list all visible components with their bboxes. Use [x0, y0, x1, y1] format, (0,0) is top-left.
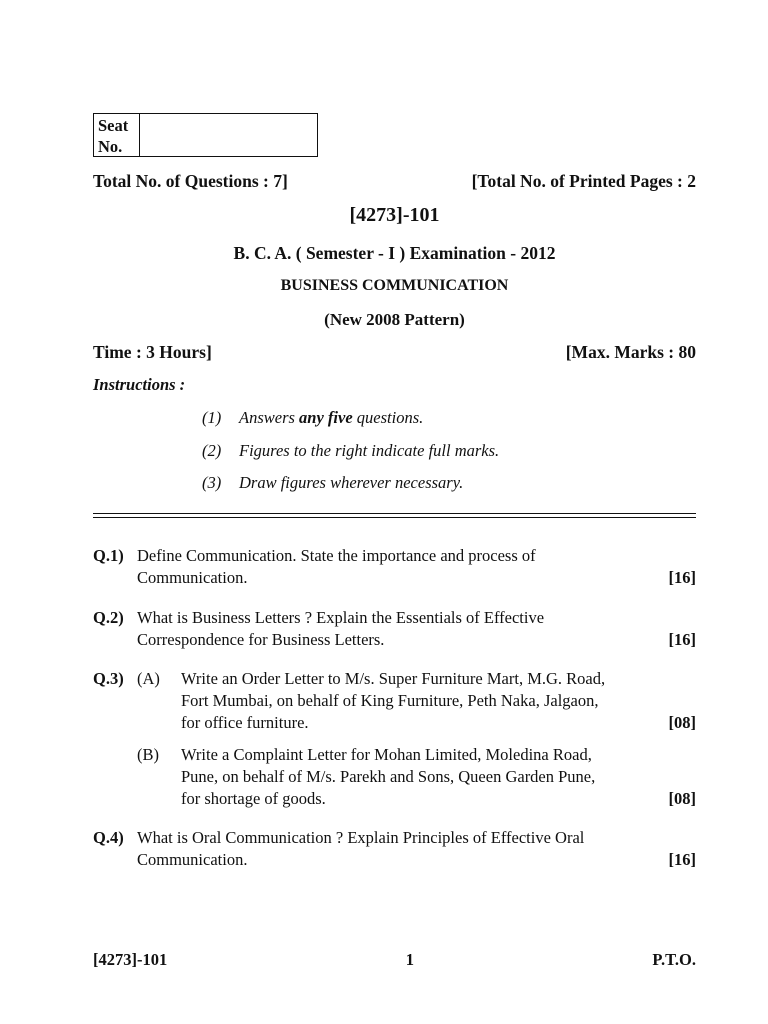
subpart-a-line1: Write an Order Letter to M/s. Super Furniture Mart, M.G. Road,	[181, 669, 606, 688]
seat-number-box	[93, 113, 318, 157]
footer-paper-code: [4273]-101	[93, 950, 168, 969]
page-number: 1	[405, 950, 414, 969]
time-limit: Time : 3 Hours]	[93, 342, 212, 362]
paper-code: [4273]-101	[349, 204, 440, 226]
max-marks: [Max. Marks : 80	[565, 342, 696, 362]
question-number: Q.2)	[93, 608, 124, 627]
pto-note: P.T.O.	[652, 950, 696, 969]
subpart-label-a: (A)	[137, 669, 160, 688]
instruction-number: (3)	[202, 473, 222, 492]
question-3	[93, 668, 696, 810]
subject-title: BUSINESS COMMUNICATION	[280, 277, 509, 294]
divider-rule-bottom	[93, 517, 696, 518]
question-marks: [16]	[668, 630, 696, 649]
question-text-line1: What is Business Letters ? Explain the Essentials of Effective	[137, 608, 545, 627]
divider-rule-top	[93, 513, 696, 514]
instruction-number: (2)	[202, 441, 222, 460]
seat-label-line2: No.	[98, 137, 123, 156]
instruction-text: Answers	[239, 408, 300, 427]
seat-label-line1: Seat	[98, 116, 129, 135]
page-footer	[93, 950, 696, 970]
instruction-text-end: questions.	[352, 408, 424, 427]
subpart-b-marks: [08]	[668, 789, 696, 808]
question-text-line1: What is Oral Communication ? Explain Principles of Effective Oral	[137, 828, 585, 847]
instruction-number: (1)	[202, 408, 222, 427]
subpart-b-line2: Pune, on behalf of M/s. Parekh and Sons, Queen Garden Pune,	[181, 767, 596, 786]
instruction-item	[202, 441, 499, 461]
seat-number-label	[94, 114, 140, 156]
instruction-item	[202, 408, 423, 428]
total-pages: [Total No. of Printed Pages : 2	[471, 171, 696, 191]
totals-row	[93, 171, 696, 192]
question-text-line2: Correspondence for Business Letters.	[137, 630, 385, 649]
total-questions: Total No. of Questions : 7]	[93, 171, 288, 191]
question-text-line2: Communication.	[137, 568, 248, 587]
question-text-line1: Define Communication. State the importance and process of	[137, 546, 536, 565]
question-1	[93, 545, 696, 589]
question-marks: [16]	[668, 568, 696, 587]
instruction-emphasis: any five	[299, 408, 353, 427]
seat-number-field	[140, 114, 317, 156]
subpart-b-line1: Write a Complaint Letter for Mohan Limited, Moledina Road,	[181, 745, 592, 764]
subpart-b-line3: for shortage of goods.	[181, 789, 326, 808]
exam-title: B. C. A. ( Semester - I ) Examination - 2012	[233, 243, 556, 263]
question-number: Q.1)	[93, 546, 124, 565]
instruction-text: Figures to the right indicate full marks.	[239, 441, 500, 460]
time-marks-row	[93, 342, 696, 363]
question-4	[93, 827, 696, 871]
subpart-label-b: (B)	[137, 745, 159, 764]
question-number: Q.4)	[93, 828, 124, 847]
instruction-item	[202, 473, 463, 493]
question-number: Q.3)	[93, 669, 124, 688]
question-marks: [16]	[668, 850, 696, 869]
question-2	[93, 607, 696, 651]
question-text-line2: Communication.	[137, 850, 248, 869]
subpart-a-marks: [08]	[668, 713, 696, 732]
subpart-a-line3: for office furniture.	[181, 713, 309, 732]
subpart-a-line2: Fort Mumbai, on behalf of King Furniture, Peth Naka, Jalgaon,	[181, 691, 599, 710]
instruction-text: Draw figures wherever necessary.	[239, 473, 464, 492]
pattern-note: (New 2008 Pattern)	[324, 310, 465, 329]
instructions-heading: Instructions :	[93, 375, 186, 394]
